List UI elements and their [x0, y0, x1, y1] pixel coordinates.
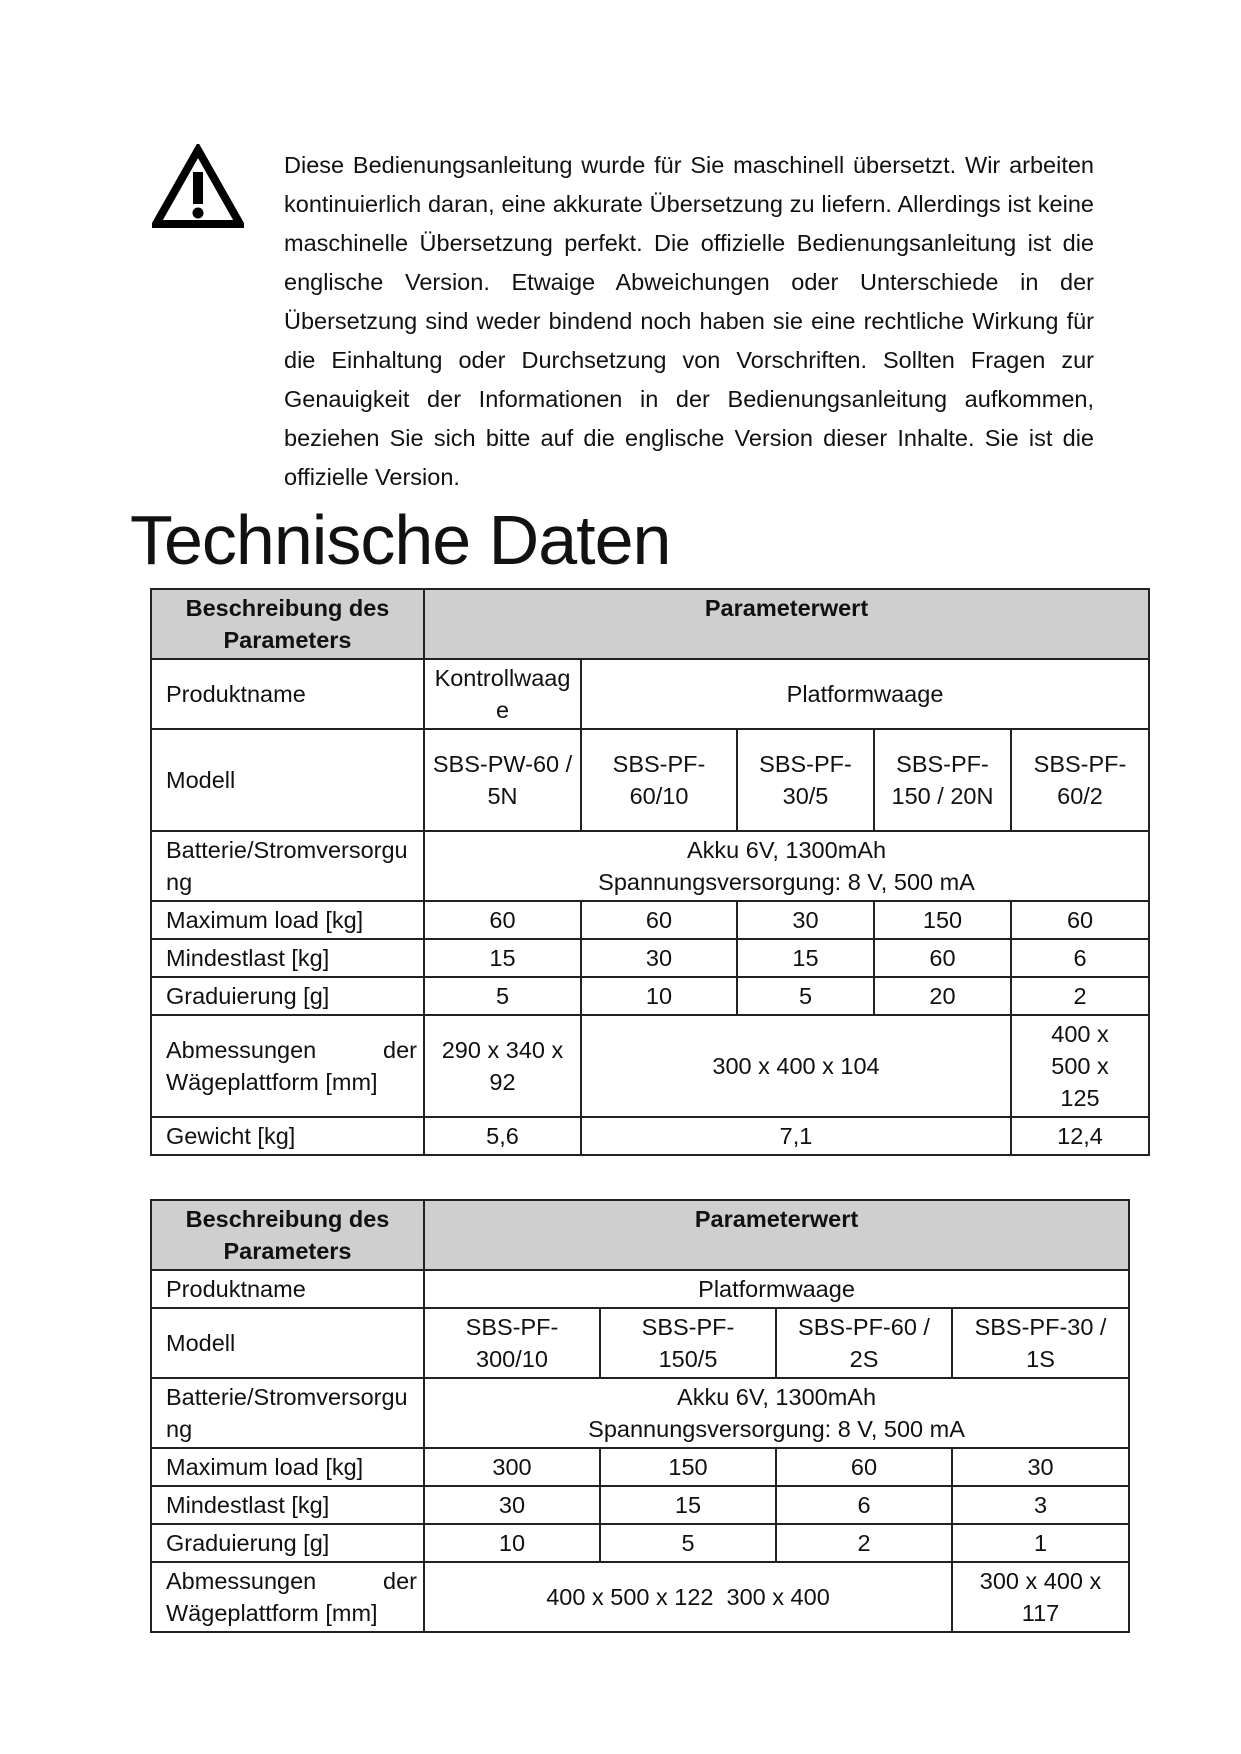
cell: 30	[737, 901, 874, 939]
cell: 30	[581, 939, 737, 977]
warning-triangle-icon	[152, 144, 244, 228]
table-row	[151, 1015, 1149, 1117]
cell: 1	[952, 1524, 1129, 1562]
header-value: Parameterwert	[424, 1200, 1129, 1270]
row-label	[151, 1015, 424, 1117]
cell: 5	[737, 977, 874, 1015]
cell: Platformwaage	[424, 1270, 1129, 1308]
cell: SBS-PF-30 / 1S	[952, 1308, 1129, 1378]
row-label: Graduierung [g]	[151, 1524, 424, 1562]
row-label: Modell	[151, 1308, 424, 1378]
table-row	[151, 1270, 1129, 1308]
cell: 60	[581, 901, 737, 939]
spec-table-1	[150, 588, 1150, 1156]
table-header-row	[151, 589, 1149, 659]
cell: 60	[776, 1448, 952, 1486]
cell: 6	[776, 1486, 952, 1524]
label-part: Abmessungen	[166, 1037, 317, 1063]
cell: 60	[424, 901, 581, 939]
cell	[424, 831, 1149, 901]
table-header-row	[151, 1200, 1129, 1270]
cell: Platformwaage	[581, 659, 1149, 729]
cell: 300 x 400 x 104	[581, 1015, 1011, 1117]
row-label: Maximum load [kg]	[151, 1448, 424, 1486]
cell: 5	[600, 1524, 776, 1562]
row-label: Maximum load [kg]	[151, 901, 424, 939]
label-part: Wägeplattform [mm]	[166, 1600, 378, 1626]
header-value: Parameterwert	[424, 589, 1149, 659]
cell: 60	[1011, 901, 1149, 939]
cell: 290 x 340 x 92	[424, 1015, 581, 1117]
cell: SBS-PW-60 / 5N	[424, 729, 581, 831]
row-label	[151, 1562, 424, 1632]
cell: 300	[424, 1448, 600, 1486]
row-label: Gewicht [kg]	[151, 1117, 424, 1155]
table-row	[151, 831, 1149, 901]
cell: Kontrollwaage	[424, 659, 581, 729]
label-part: Abmessungen	[166, 1568, 317, 1594]
table-row	[151, 1524, 1129, 1562]
spec-table-2	[150, 1199, 1130, 1633]
cell: SBS-PF-60/2	[1011, 729, 1149, 831]
cell: 10	[424, 1524, 600, 1562]
cell: 15	[424, 939, 581, 977]
header-param: Beschreibung des Parameters	[151, 1200, 424, 1270]
cell: 150	[600, 1448, 776, 1486]
table-row	[151, 1562, 1129, 1632]
table-row	[151, 659, 1149, 729]
cell: 15	[600, 1486, 776, 1524]
table-row	[151, 939, 1149, 977]
power-line: Spannungsversorgung: 8 V, 500 mA	[598, 869, 975, 895]
cell: 12,4	[1011, 1117, 1149, 1155]
table-row	[151, 901, 1149, 939]
cell: SBS-PF-30/5	[737, 729, 874, 831]
label-part: Wägeplattform [mm]	[166, 1069, 378, 1095]
table-row	[151, 729, 1149, 831]
page-title: Technische Daten	[130, 501, 671, 579]
cell: SBS-PF-150/5	[600, 1308, 776, 1378]
table-row	[151, 1486, 1129, 1524]
table-row	[151, 977, 1149, 1015]
cell: 400 x 500 x 122 300 x 400	[424, 1562, 952, 1632]
cell: 15	[737, 939, 874, 977]
cell: 6	[1011, 939, 1149, 977]
cell: SBS-PF-60 / 2S	[776, 1308, 952, 1378]
cell: SBS-PF-300/10	[424, 1308, 600, 1378]
label-part: der	[383, 1568, 417, 1594]
cell: 5	[424, 977, 581, 1015]
cell: 20	[874, 977, 1011, 1015]
row-label: Mindestlast [kg]	[151, 939, 424, 977]
cell: 150	[874, 901, 1011, 939]
row-label: Batterie/Stromversorgung	[151, 831, 424, 901]
cell: 60	[874, 939, 1011, 977]
translation-notice: Diese Bedienungsanleitung wurde für Sie maschinell übersetzt. Wir arbeiten kontinuierlich daran, eine akkurate Übersetzung zu liefern. Allerdings ist keine maschinelle Übersetzung perfekt. Die offizielle Bedienungsanleitung ist die englische Version. Etwaige Abweichungen oder Unterschiede in der Übersetzung sind weder bindend noch haben sie eine rechtliche Wirkung für die Einhaltung oder Durchsetzung von Vorschriften. Sollten Fragen zur Genauigkeit der Informationen in der Bedienungsanleitung aufkommen, beziehen Sie sich bitte auf die englische Version dieser Inhalte. Sie ist die offizielle Version.	[284, 152, 1094, 490]
cell: 400 x 500 x 125	[1011, 1015, 1149, 1117]
cell: 5,6	[424, 1117, 581, 1155]
cell: SBS-PF-60/10	[581, 729, 737, 831]
label-part: der	[383, 1037, 417, 1063]
cell: SBS-PF-150 / 20N	[874, 729, 1011, 831]
cell: 10	[581, 977, 737, 1015]
cell	[424, 1378, 1129, 1448]
row-label: Mindestlast [kg]	[151, 1486, 424, 1524]
header-param: Beschreibung des Parameters	[151, 589, 424, 659]
battery-line: Akku 6V, 1300mAh	[677, 1384, 877, 1410]
row-label: Modell	[151, 729, 424, 831]
cell: 30	[952, 1448, 1129, 1486]
battery-line: Akku 6V, 1300mAh	[687, 837, 887, 863]
cell: 7,1	[581, 1117, 1011, 1155]
cell: 2	[776, 1524, 952, 1562]
cell: 2	[1011, 977, 1149, 1015]
cell: 300 x 400 x 117	[952, 1562, 1129, 1632]
row-label: Graduierung [g]	[151, 977, 424, 1015]
power-line: Spannungsversorgung: 8 V, 500 mA	[588, 1416, 965, 1442]
table-row	[151, 1117, 1149, 1155]
row-label: Batterie/Stromversorgung	[151, 1378, 424, 1448]
table-row	[151, 1378, 1129, 1448]
row-label: Produktname	[151, 659, 424, 729]
row-label: Produktname	[151, 1270, 424, 1308]
cell: 3	[952, 1486, 1129, 1524]
table-row	[151, 1308, 1129, 1378]
table-row	[151, 1448, 1129, 1486]
cell: 30	[424, 1486, 600, 1524]
